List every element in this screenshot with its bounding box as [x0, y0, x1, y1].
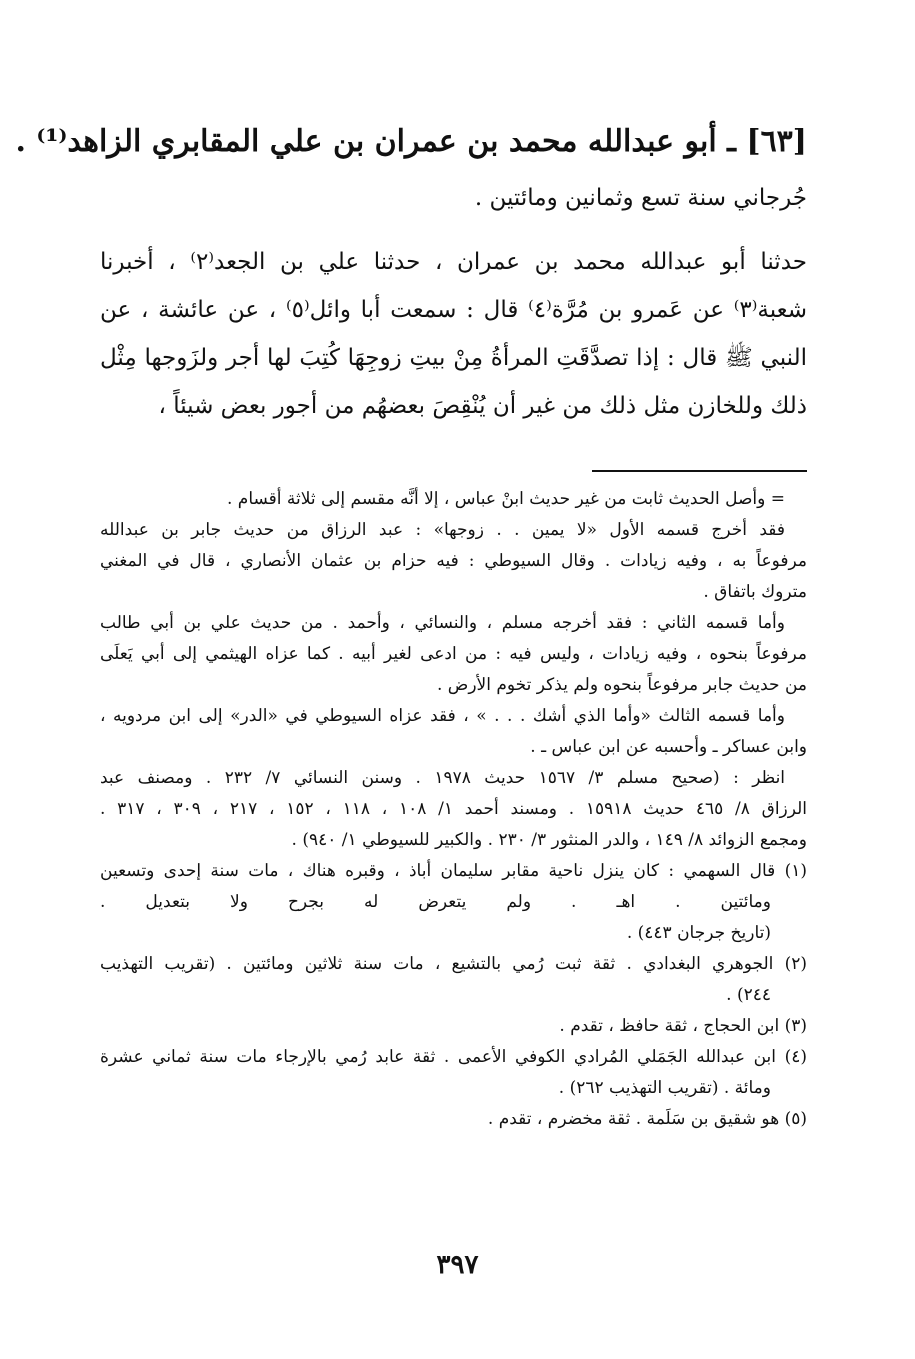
footnote-line: ومائتين . اهـ . ولم يتعرض له بجرح ولا بتعديل .	[100, 892, 771, 912]
footnote-block	[100, 856, 807, 949]
footnote-line: ومائة . (تقريب التهذيب ٢٦٢) .	[558, 1078, 771, 1098]
footnote-line: فقد أخرج قسمه الأول «لا يمين . . زوجها» : عبد الرزاق من حديث جابر بن عبدالله	[100, 520, 785, 540]
footnote-line: متروك باتفاق .	[703, 582, 807, 602]
footnote-line: (٣) ابن الحجاج ، ثقة حافظ ، تقدم .	[559, 1016, 807, 1036]
footnote-block	[100, 1011, 807, 1042]
footnote-block	[100, 763, 807, 856]
hadith-text	[100, 238, 807, 430]
footnote-line: وابن عساكر ـ وأحسبه عن ابن عباس ـ .	[530, 737, 807, 757]
footnote-block	[100, 949, 807, 1011]
footnote-divider	[592, 470, 807, 472]
footnote-line: = وأصل الحديث ثابت من غير حديث ابنْ عباس ، إلا أنَّه مقسم إلى ثلاثة أقسام .	[227, 489, 785, 509]
footnote-line: مرفوعاً بنحوه ، وفيه زيادات ، وليس فيه : من ادعى لغير أبيه . كما عزاه الهيثمي إلى أبي يَعلَى	[100, 644, 807, 664]
footnote-line: (٥) هو شقيق بن سَلَمة . ثقة مخضرم ، تقدم .	[487, 1109, 807, 1129]
footnote-line: (٤) ابن عبدالله الجَمَلي المُرادي الكوفي الأعمى . ثقة عابد رُمي بالإرجاء مات سنة ثماني عشرة	[100, 1047, 807, 1067]
footnote-block	[100, 515, 807, 608]
footnote-block	[100, 701, 807, 763]
footnote-line: ومجمع الزوائد ٨/ ١٤٩ ، والدر المنثور ٣/ ٢٣٠ . والكبير للسيوطي ١/ ٩٤٠) .	[291, 830, 807, 850]
footnote-block	[100, 608, 807, 701]
footnote-line: من حديث جابر مرفوعاً بنحوه ولم يذكر تخوم الأرض .	[436, 675, 807, 695]
footnote-block	[100, 1042, 807, 1104]
footnote-block	[100, 484, 807, 515]
hadith-line: ذلك وللخازن مثل ذلك من غير أن يُنْقِصَ بعضهُم من أجور بعض شيئاً ،	[158, 393, 807, 419]
footnotes	[100, 484, 807, 1135]
footnote-line: مرفوعاً به ، وفيه زيادات . وقال السيوطي : فيه حزام بن عثمان الأنصاري ، قال في المغني	[100, 551, 808, 571]
footnote-line: وأما قسمه الثاني : فقد أخرجه مسلم ، والنسائي ، وأحمد . من حديث علي بن أبي طالب	[100, 613, 785, 633]
footnote-line: (١) قال السهمي : كان ينزل ناحية مقابر سليمان أباذ ، وقبره هناك ، مات سنة إحدى وتسعين	[100, 861, 807, 881]
footnote-line: ٢٤٤) .	[726, 985, 771, 1005]
page-number: ٣٩٧	[436, 1250, 479, 1280]
entry-heading: [٦٣] ـ أبو عبدالله محمد بن عمران بن علي المقابري الزاهد⁽¹⁾ .	[15, 124, 807, 159]
footnote-line: انظر : (صحيح مسلم ٣/ ١٥٦٧ حديث ١٩٧٨ . وسنن النسائي ٧/ ٢٣٢ . ومصنف عبد	[100, 768, 786, 788]
footnote-line: وأما قسمه الثالث «وأما الذي أشك . . . » ، فقد عزاه السيوطي في «الدر» إلى ابن مردويه ،	[100, 706, 785, 726]
hadith-line: حدثنا أبو عبدالله محمد بن عمران ، حدثنا علي بن الجعد⁽٢⁾ ، أخبرنا	[100, 249, 807, 275]
entry-intro: جُرجاني سنة تسع وثمانين ومائتين .	[474, 185, 807, 211]
hadith-line: النبي ﷺ قال : إذا تصدَّقَتِ المرأةُ مِنْ بيتِ زوجِهَا كُتِبَ لها أجر ولزَوجها مِثْل	[100, 345, 807, 371]
footnote-block	[100, 1104, 807, 1135]
footnote-line: الرزاق ٨/ ٤٦٥ حديث ١٥٩١٨ . ومسند أحمد ١/ ١٠٨ ، ١١٨ ، ١٥٢ ، ٢١٧ ، ٣٠٩ ، ٣١٧ .	[100, 799, 808, 819]
footnote-line: (تاريخ جرجان ٤٤٣) .	[626, 923, 771, 943]
footnote-line: (٢) الجوهري البغدادي . ثقة ثبت رُمي بالتشيع ، مات سنة ثلاثين ومائتين . (تقريب التهذيب	[100, 954, 807, 974]
hadith-line: شعبة⁽٣⁾ عن عَمرو بن مُرَّة⁽٤⁾ قال : سمعت أبا وائل⁽٥⁾ ، عن عائشة ، عن	[100, 297, 808, 323]
